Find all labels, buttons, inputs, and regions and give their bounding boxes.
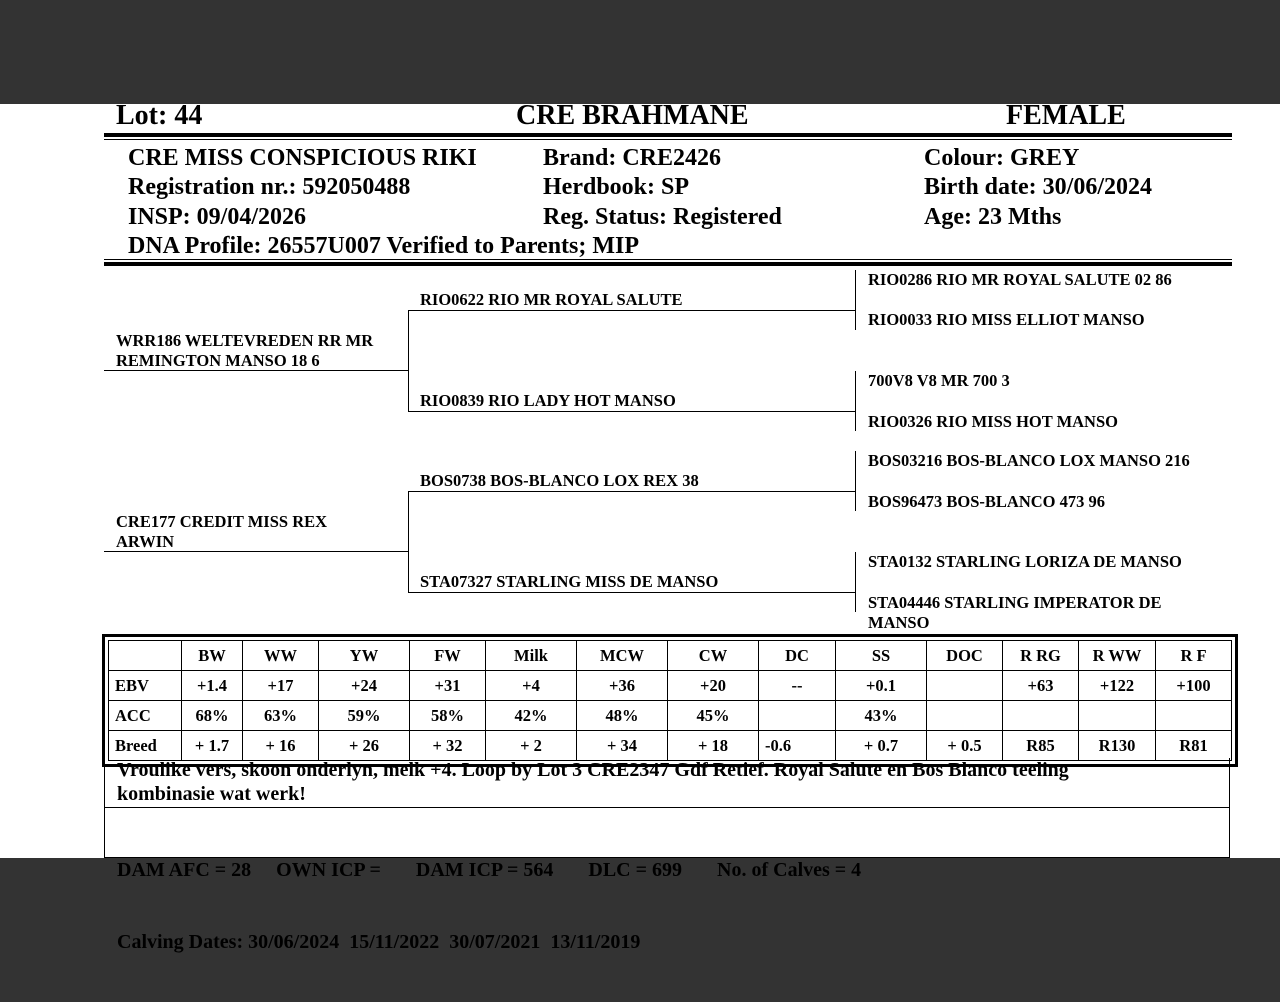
ebv-cell: + 0.7 [836,731,927,761]
ebv-cell: +4 [486,671,577,701]
dna-profile: DNA Profile: 26557U007 Verified to Parents; MIP [128,233,640,259]
ebv-cell [1003,701,1079,731]
pedigree-sds: 700V8 V8 MR 700 3 [868,371,1010,390]
ebv-header-cell: DOC [927,641,1003,671]
ebv-row-label: Breed [109,731,182,761]
brand: Brand: CRE2426 [543,145,722,171]
ebv-cell: R85 [1003,731,1079,761]
ebv-cell: 58% [410,701,486,731]
ebv-cell: 48% [577,701,668,731]
ebv-header-cell: R WW [1079,641,1156,671]
title-rule-thin [104,139,1232,140]
ebv-header-cell: Milk [486,641,577,671]
sd-bracket [855,371,856,431]
ebv-header-cell: DC [759,641,836,671]
pedigree-sire [116,331,373,371]
dd-bracket [855,552,856,612]
pedigree-sire-dam: RIO0839 RIO LADY HOT MANSO [420,391,676,410]
ebv-row-label: ACC [109,701,182,731]
ebv-cell: + 18 [668,731,759,761]
ebv-header-row [109,641,1232,671]
ebv-row-breed [109,731,1232,761]
remarks-line2: kombinasie wat werk! [117,783,306,805]
pedigree-dam-line2: ARWIN [116,532,175,551]
ebv-cell [927,671,1003,701]
ebv-cell: +24 [319,671,410,701]
sd-line [408,411,856,412]
pedigree-sire-line2: REMINGTON MANSO 18 6 [116,351,320,370]
dd-line [408,592,856,593]
ebv-cell: + 2 [486,731,577,761]
ebv-header-cell: R RG [1003,641,1079,671]
title-rule-thick [104,133,1232,137]
ebv-cell: +1.4 [182,671,243,701]
ebv-cell: 59% [319,701,410,731]
pedigree-ddd-line1: STA04446 STARLING IMPERATOR DE [868,593,1162,612]
ebv-cell: +36 [577,671,668,701]
ebv-cell: 43% [836,701,927,731]
catalogue-sheet [0,100,1280,953]
dam-stats-box [104,807,1230,953]
pedigree-dam [116,512,327,552]
ebv-cell: +31 [410,671,486,701]
remarks-line1: Vroulike vers, skoon onderlyn, melk +4. Loop by Lot 3 CRE2347 Gdf Retief. Royal Salute en Bos Blanco teeling [117,759,1069,781]
ebv-row-acc [109,701,1232,731]
ss-line [408,310,856,311]
ebv-cell [759,701,836,731]
pedigree-ddd-line2: MANSO [868,613,930,632]
ebv-cell: +63 [1003,671,1079,701]
sex-label: FEMALE [1006,100,1126,131]
sire-line [104,370,408,371]
ebv-header-cell: BW [182,641,243,671]
dam-bracket [408,491,409,592]
calving-dates: Calving Dates: 30/06/2024 15/11/2022 30/07/2021 13/11/2019 [117,931,641,953]
ebv-header-cell: YW [319,641,410,671]
pedigree-dds: STA0132 STARLING LORIZA DE MANSO [868,552,1182,571]
ebv-header-cell: FW [410,641,486,671]
ebv-cell: + 34 [577,731,668,761]
colour: Colour: GREY [924,145,1080,171]
ebv-cell: +100 [1156,671,1232,701]
pedigree-dss: BOS03216 BOS-BLANCO LOX MANSO 216 [868,451,1190,470]
sire-bracket [408,310,409,411]
ebv-cell: R81 [1156,731,1232,761]
pedigree-sire-line1: WRR186 WELTEVREDEN RR MR [116,331,374,350]
ebv-cell: 68% [182,701,243,731]
dam-line [104,551,408,552]
ebv-header-cell: MCW [577,641,668,671]
ebv-cell: 63% [243,701,319,731]
pedigree-dam-sire: BOS0738 BOS-BLANCO LOX REX 38 [420,471,699,490]
ebv-table [102,634,1238,767]
lot-number: Lot: 44 [116,100,203,131]
age: Age: 23 Mths [924,204,1062,230]
ebv-cell: +122 [1079,671,1156,701]
ebv-cell: + 1.7 [182,731,243,761]
ds-line [408,491,856,492]
pedigree-ssd: RIO0033 RIO MISS ELLIOT MANSO [868,310,1145,329]
pedigree-dsd: BOS96473 BOS-BLANCO 473 96 [868,492,1105,511]
ebv-cell [1156,701,1232,731]
ebv-cell: + 16 [243,731,319,761]
ebv-grid [108,640,1232,761]
ebv-cell: +0.1 [836,671,927,701]
ebv-header-cell: R F [1156,641,1232,671]
pedigree-dam-dam: STA07327 STARLING MISS DE MANSO [420,572,719,591]
ebv-header-cell: CW [668,641,759,671]
ebv-cell: 42% [486,701,577,731]
inspection-date: INSP: 09/04/2026 [128,204,307,230]
pedigree-ddd [868,593,1162,633]
ebv-cell: + 26 [319,731,410,761]
pedigree-sdd: RIO0326 RIO MISS HOT MANSO [868,412,1118,431]
ds-bracket [855,451,856,511]
birth-date: Birth date: 30/06/2024 [924,174,1152,200]
herdbook: Herdbook: SP [543,174,690,200]
animal-name: CRE MISS CONSPICIOUS RIKI [128,145,477,171]
ebv-header-cell [109,641,182,671]
registration-number: Registration nr.: 592050488 [128,174,411,200]
info-rule-thin [104,259,1232,260]
registration-status: Reg. Status: Registered [543,204,782,230]
ebv-cell [1079,701,1156,731]
ebv-cell: R130 [1079,731,1156,761]
ebv-header-cell: WW [243,641,319,671]
ebv-cell: -- [759,671,836,701]
ebv-cell: 45% [668,701,759,731]
pedigree-sss: RIO0286 RIO MR ROYAL SALUTE 02 86 [868,270,1172,289]
ebv-header-cell: SS [836,641,927,671]
ebv-cell: +20 [668,671,759,701]
dam-stats-line1: DAM AFC = 28 OWN ICP = DAM ICP = 564 DLC = 699 No. of Calves = 4 [117,859,862,881]
ebv-row-label: EBV [109,671,182,701]
ebv-cell [927,701,1003,731]
ebv-cell: -0.6 [759,731,836,761]
pedigree-sire-sire: RIO0622 RIO MR ROYAL SALUTE [420,290,683,309]
ebv-cell: + 32 [410,731,486,761]
ebv-cell: + 0.5 [927,731,1003,761]
remarks-box [104,758,1230,808]
ebv-row-ebv [109,671,1232,701]
info-rule-thick [104,262,1232,266]
breed-title: CRE BRAHMANE [516,100,749,131]
ss-bracket [855,270,856,330]
ebv-cell: +17 [243,671,319,701]
pedigree-dam-line1: CRE177 CREDIT MISS REX [116,512,328,531]
